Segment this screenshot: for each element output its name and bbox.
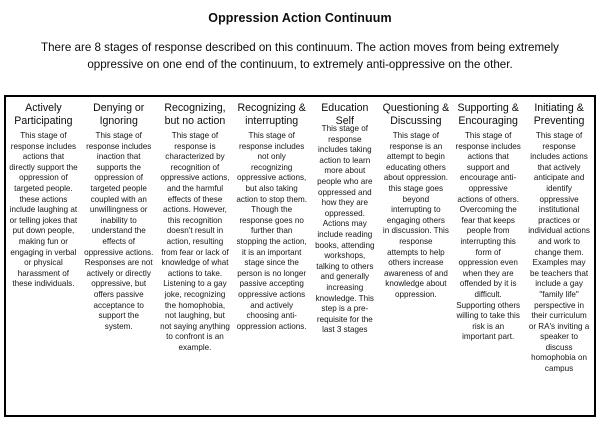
cell-questioning-and-discussing — [380, 131, 453, 416]
column-header-initiating-and-preventing: Initiating & Preventing — [533, 102, 585, 127]
cell-initiating-and-preventing — [524, 131, 595, 416]
cell-actively-participating — [5, 131, 81, 416]
continuum-table — [4, 95, 596, 417]
cell-text: This stage of response includes actions that actively anticipate and identify oppressive institutional practices or individual actions and work to change them. Examples may be teachers that include a gay "family life" perspective in their curriculum or RA's inviting a speaker to discuss homophobia on campus — [528, 131, 590, 374]
cell-supporting-and-encouraging — [452, 131, 524, 416]
column-header-questioning-and-discussing: Questioning & Discussing — [382, 102, 450, 127]
table-body-row — [5, 131, 595, 416]
page-title: Oppression Action Continuum — [208, 11, 392, 25]
cell-text: This stage of response includes actions that directly support the oppression of targeted people. these actions include laughing at or telling jokes that put down people, making fun or engaging in verbal or physical harassment of these individuals. — [9, 131, 78, 289]
column-header-actively-participating: Actively Participating — [14, 102, 73, 127]
cell-text: This stage of response includes inaction that supports the oppression of targeted people coupled with an unwillingness or inability to understand the effects of oppressive actions. Responses are not actively or directly oppressive, but offers passive acceptance to support the system. — [84, 131, 154, 331]
intro-paragraph: There are 8 stages of response described on this continuum. The action moves from being extremely oppressive on one end of the continuum, to extremely anti-oppressive on the other. — [41, 41, 559, 71]
document-page — [0, 11, 600, 425]
cell-text: This stage of response is an attempt to begin educating others about oppression. this stage goes beyond interrupting to engaging others in discussion. This response attempts to help others increase awareness of and knowledge about oppression. — [382, 131, 449, 299]
column-header-supporting-and-encouraging: Supporting & Encouraging — [457, 102, 519, 127]
column-header-recognizing-but-no-action: Recognizing, but no action — [164, 102, 226, 127]
cell-text: This stage of response includes not only recognizing oppressive actions, but also taking action to stop them. Though the response goes no further than stopping the action, it is an important stage since the person is no longer passive accepting oppressive actions and actively choosing anti-oppression actions. — [236, 131, 307, 331]
table-header-row — [5, 96, 595, 131]
cell-text: This stage of response includes taking action to learn more about people who are oppressed and how they are oppressed. Actions may include reading books, attending workshops, talking to others and generally increasing knowledge. This step is a pre-requisite for the last 3 stages — [315, 124, 375, 335]
column-header-recognizing-and-interrupting: Recognizing & interrupting — [237, 102, 306, 127]
cell-education-self — [310, 124, 380, 416]
column-header-education-self: Education Self — [321, 102, 369, 127]
cell-text: This stage of response is characterized by recognition of oppressive actions, and the harmful effects of these actions. However, this recognition doesn't result in action, resulting from fear or lack of knowledge of what actions to take. Listening to a gay joke, recognizing the homophobia, not laughing, but not saying anything to confront is an example. — [160, 131, 230, 352]
cell-recognizing-but-no-action — [157, 131, 234, 416]
column-header-denying-or-ignoring: Denying or Ignoring — [93, 102, 145, 127]
cell-recognizing-and-interrupting — [233, 131, 310, 416]
cell-denying-or-ignoring — [81, 131, 157, 416]
cell-text: This stage of response includes actions that support and encourage anti-oppressive actions of others. Overcoming the fear that keeps people from interrupting this form of oppression even when they are offended by it is difficult. Supporting others willing to take this risk is an important part. — [455, 131, 521, 342]
